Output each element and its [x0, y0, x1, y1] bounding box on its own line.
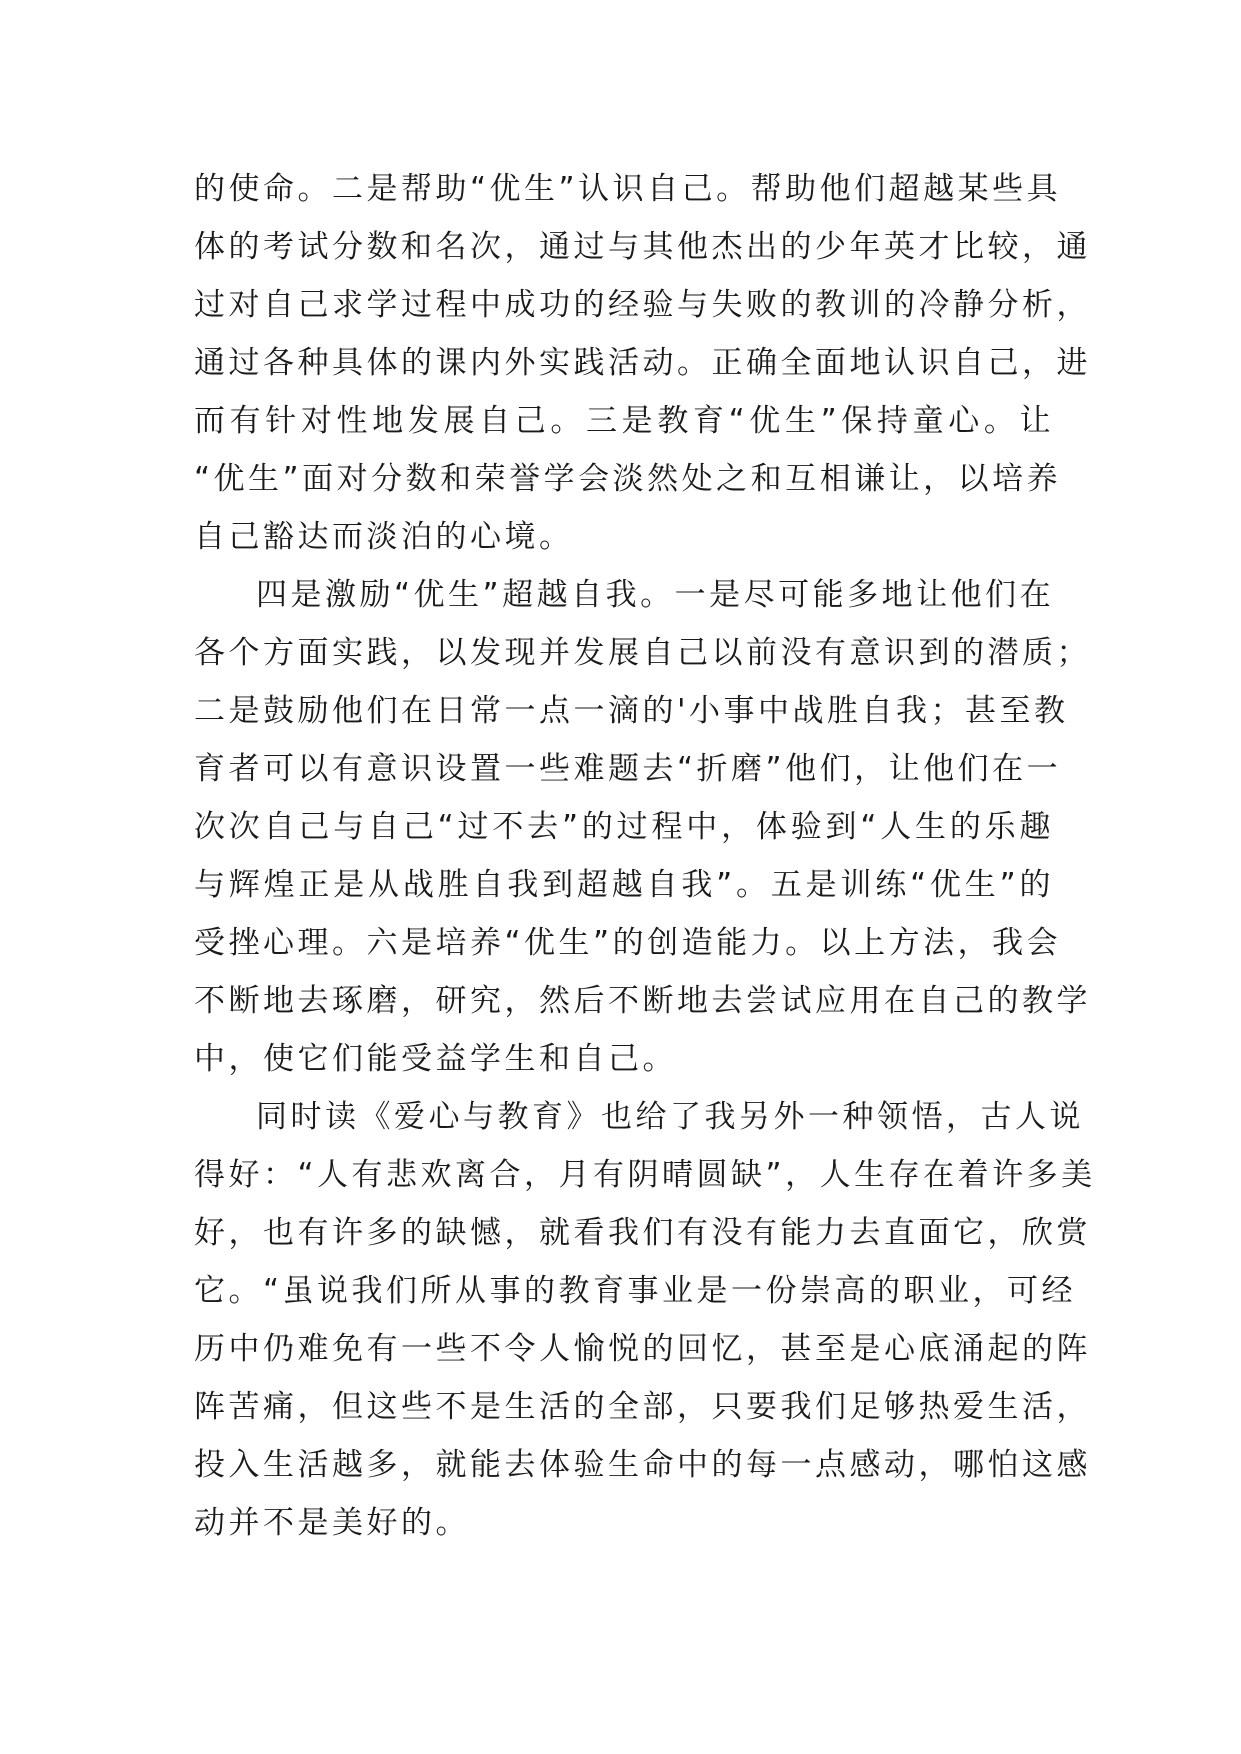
text-line: 受挫心理。六是培养“优生”的创造能力。以上方法，我会: [194, 925, 1062, 961]
text-line: 二是鼓励他们在日常一点一滴的'小事中战胜自我；甚至教: [194, 693, 1069, 729]
text-line: 各个方面实践，以发现并发展自己以前没有意识到的潜质；: [194, 635, 1091, 671]
text-line: 育者可以有意识设置一些难题去“折磨”他们，让他们在一: [194, 751, 1062, 787]
text-line: 好，也有许多的缺憾，就看我们有没有能力去直面它，欣赏: [194, 1215, 1091, 1251]
text-line: 而有针对性地发展自己。三是教育“优生”保持童心。让: [194, 403, 1054, 439]
text-line: 次次自己与自己“过不去”的过程中，体验到“人生的乐趣: [194, 809, 1054, 845]
text-line: 过对自己求学过程中成功的经验与失败的教训的冷静分析，: [194, 287, 1091, 323]
text-line: 通过各种具体的课内外实践活动。正确全面地认识自己，进: [194, 345, 1091, 381]
text-line: 与辉煌正是从战胜自我到超越自我”。五是训练“优生”的: [194, 867, 1054, 903]
text-line: “优生”面对分数和荣誉学会淡然处之和互相谦让，以培养: [194, 461, 1062, 497]
text-line: 动并不是美好的。: [194, 1505, 470, 1541]
text-line: 的使命。二是帮助“优生”认识自己。帮助他们超越某些具: [194, 171, 1062, 207]
text-line: 自己豁达而淡泊的心境。: [194, 519, 574, 555]
body-text: [194, 160, 1096, 1552]
paragraph-start-line: 四是激励“优生”超越自我。一是尽可能多地让他们在: [256, 577, 1055, 613]
text-line: 体的考试分数和名次，通过与其他杰出的少年英才比较，通: [194, 229, 1091, 265]
text-line: 阵苦痛，但这些不是生活的全部，只要我们足够热爱生活，: [194, 1389, 1091, 1425]
text-line: 得好：“人有悲欢离合，月有阴晴圆缺”，人生存在着许多美: [194, 1157, 1096, 1193]
paragraph-start-line: 同时读《爱心与教育》也给了我另外一种领悟，古人说: [256, 1099, 1084, 1135]
text-line: 历中仍难免有一些不令人愉悦的回忆，甚至是心底涌起的阵: [194, 1331, 1091, 1367]
text-line: 不断地去琢磨，研究，然后不断地去尝试应用在自己的教学: [194, 983, 1091, 1019]
text-line: 投入生活越多，就能去体验生命中的每一点感动，哪怕这感: [194, 1447, 1091, 1483]
text-line: 它。“虽说我们所从事的教育事业是一份崇高的职业，可经: [194, 1273, 1077, 1309]
text-line: 中，使它们能受益学生和自己。: [194, 1041, 677, 1077]
